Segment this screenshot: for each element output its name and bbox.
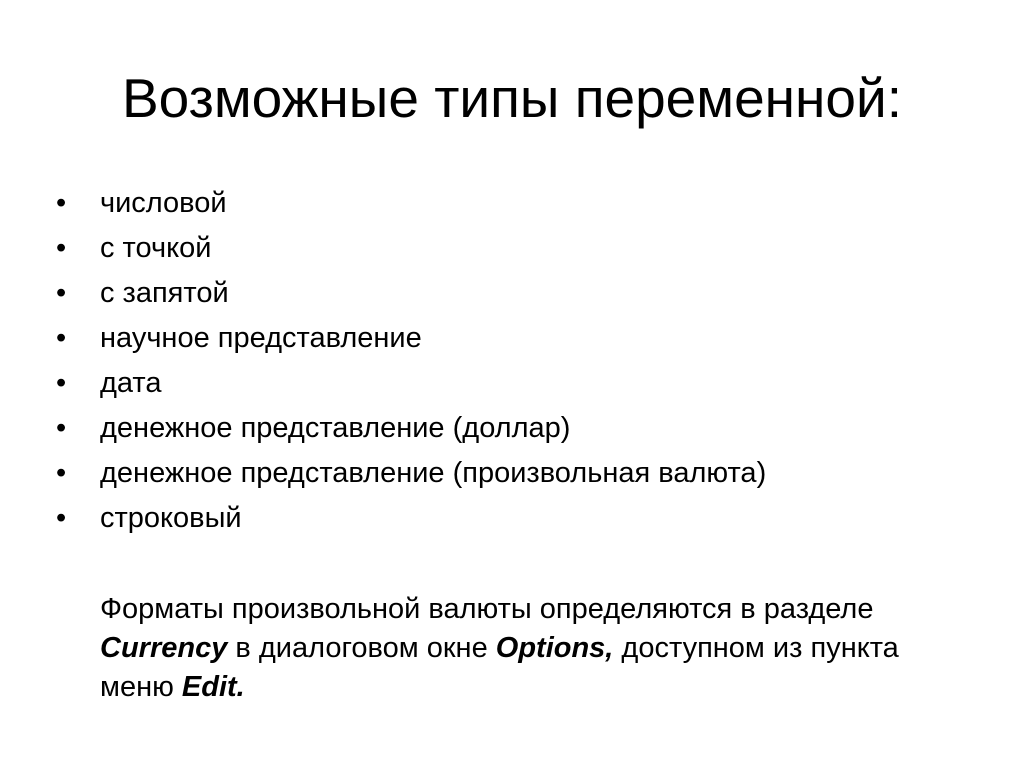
edit-keyword: Edit. <box>181 671 245 703</box>
bullet-icon: • <box>56 412 67 444</box>
list-item-text: научное представление <box>100 322 422 354</box>
options-keyword: Options, <box>495 632 614 664</box>
note-text-part1: Форматы произвольной валюты определяются в разделе <box>100 593 874 625</box>
currency-keyword: Currency <box>100 632 228 664</box>
bullet-icon: • <box>56 457 67 489</box>
note-text-part2: в диалоговом окне <box>227 632 496 664</box>
bullet-icon: • <box>56 322 67 354</box>
variable-types-list <box>56 181 766 541</box>
bullet-icon: • <box>56 367 67 399</box>
list-item-text: дата <box>100 367 162 399</box>
bullet-icon: • <box>56 277 67 309</box>
list-item-text: числовой <box>100 187 227 219</box>
list-item <box>56 226 766 271</box>
currency-note <box>100 590 980 707</box>
list-item <box>56 451 766 496</box>
list-item-text: денежное представление (произвольная валюта) <box>100 457 767 489</box>
bullet-icon: • <box>56 232 67 264</box>
bullet-icon: • <box>56 187 67 219</box>
list-item <box>56 361 766 406</box>
slide-title: Возможные типы переменной: <box>121 67 903 129</box>
bullet-icon: • <box>56 502 67 534</box>
list-item-text: с точкой <box>100 232 212 264</box>
list-item <box>56 496 766 541</box>
list-item <box>56 271 766 316</box>
list-item <box>56 316 766 361</box>
list-item-text: строковый <box>100 502 242 534</box>
list-item-text: с запятой <box>100 277 229 309</box>
list-item <box>56 181 766 226</box>
list-item <box>56 406 766 451</box>
list-item-text: денежное представление (доллар) <box>100 412 571 444</box>
note-text-part3: доступном из пункта меню <box>100 632 899 703</box>
